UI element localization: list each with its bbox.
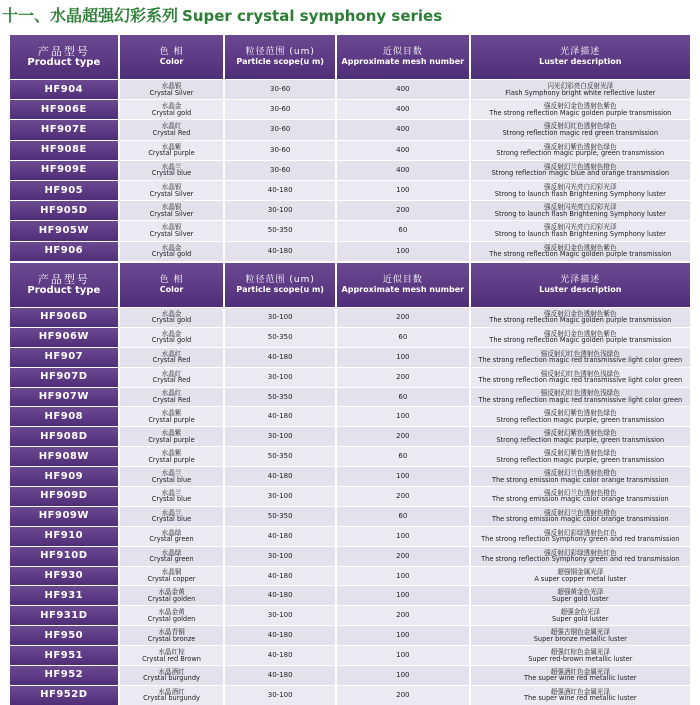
product-type-cell: HF910D — [10, 547, 118, 566]
color-cell: 水晶银 Crystal Silver — [120, 181, 224, 200]
product-type-cell: HF952 — [10, 666, 118, 685]
color-cell: 水晶酒红 Crystal burgundy — [120, 666, 224, 685]
color-cell: 水晶兰 Crystal blue — [120, 507, 224, 526]
product-type-cell: HF930 — [10, 567, 118, 586]
table-row — [10, 547, 690, 566]
table-row — [10, 507, 690, 526]
luster-cell: 强反射幻金色透射色紫色 The strong reflection Magic golden purple transmission — [471, 242, 690, 261]
table-row — [10, 161, 690, 180]
particle-scope-cell: 40-180 — [225, 407, 335, 426]
luster-cell: 闪光幻彩亮白反射光泽 Flash Symphony bright white reflective luster — [471, 80, 690, 99]
product-type-cell: HF952D — [10, 686, 118, 705]
table-row — [10, 586, 690, 605]
luster-cell: 超强古铜色金属光泽 Super bronze metallic luster — [471, 626, 690, 645]
luster-cell: 强反射幻红色透射色浅绿色 The strong reflection magic red transmissive light color green — [471, 388, 690, 407]
table-row — [10, 666, 690, 685]
table-row — [10, 80, 690, 99]
product-type-cell: HF906D — [10, 308, 118, 327]
color-cell: 水晶红 Crystal Red — [120, 348, 224, 367]
header-product-type: 产品型号 Product type — [10, 35, 118, 79]
color-cell: 水晶兰 Crystal blue — [120, 467, 224, 486]
luster-cell: 强反射幻紫色透射色绿色 Strong reflection magic purple, green transmission — [471, 447, 690, 466]
product-table-1 — [10, 35, 690, 261]
mesh-cell: 100 — [337, 666, 469, 685]
luster-cell: 强反射幻金色透射色紫色 The strong reflection Magic golden purple transmission — [471, 308, 690, 327]
mesh-cell: 200 — [337, 547, 469, 566]
color-cell: 水晶银 Crystal Silver — [120, 80, 224, 99]
particle-scope-cell: 50-350 — [225, 507, 335, 526]
color-cell: 水晶金 Crystal gold — [120, 308, 224, 327]
particle-scope-cell: 30-60 — [225, 80, 335, 99]
color-cell: 水晶红 Crystal Red — [120, 120, 224, 139]
particle-scope-cell: 40-180 — [225, 242, 335, 261]
header-luster: 光泽描述 Luster description — [471, 35, 690, 79]
table-row — [10, 201, 690, 220]
mesh-cell: 400 — [337, 100, 469, 119]
product-type-cell: HF906W — [10, 328, 118, 347]
particle-scope-cell: 40-180 — [225, 527, 335, 546]
color-cell: 水晶兰 Crystal blue — [120, 161, 224, 180]
luster-cell: 强反射幻红色透射色浅绿色 The strong reflection magic red transmissive light color green — [471, 348, 690, 367]
color-cell: 水晶金黄 Crystal golden — [120, 606, 224, 625]
particle-scope-cell: 40-180 — [225, 348, 335, 367]
mesh-cell: 100 — [337, 407, 469, 426]
color-cell: 水晶绿 Crystal green — [120, 547, 224, 566]
table-body — [10, 80, 690, 261]
particle-scope-cell: 50-350 — [225, 221, 335, 240]
particle-scope-cell: 50-350 — [225, 447, 335, 466]
product-type-cell: HF907E — [10, 120, 118, 139]
mesh-cell: 100 — [337, 567, 469, 586]
color-cell: 水晶酒红 Crystal burgundy — [120, 686, 224, 705]
header-particle-scope: 粒径范围 (um) Particle scope(u m) — [225, 263, 335, 307]
luster-cell: 强反射幻兰色透射色橙色 The strong emission magic color orange transmission — [471, 487, 690, 506]
mesh-cell: 100 — [337, 181, 469, 200]
product-type-cell: HF907W — [10, 388, 118, 407]
particle-scope-cell: 40-180 — [225, 626, 335, 645]
mesh-cell: 400 — [337, 161, 469, 180]
luster-cell: 超强酒红色金属光泽 The super wine red metallic luster — [471, 666, 690, 685]
particle-scope-cell: 50-350 — [225, 328, 335, 347]
table-row — [10, 388, 690, 407]
title-en: Super crystal symphony series — [182, 7, 443, 25]
luster-cell: 强反射幻彩绿透射色红色 The strong reflection Symphony green and red transmission — [471, 547, 690, 566]
particle-scope-cell: 30-100 — [225, 201, 335, 220]
luster-cell: 超强酒红色金属光泽 The super wine red metallic luster — [471, 686, 690, 705]
table-row — [10, 447, 690, 466]
luster-cell: 超强黄金色光泽 Super gold luster — [471, 586, 690, 605]
product-type-cell: HF907 — [10, 348, 118, 367]
product-type-cell: HF905 — [10, 181, 118, 200]
product-type-cell: HF931 — [10, 586, 118, 605]
product-type-cell: HF951 — [10, 646, 118, 665]
table-row — [10, 646, 690, 665]
product-type-cell: HF931D — [10, 606, 118, 625]
particle-scope-cell: 30-100 — [225, 547, 335, 566]
particle-scope-cell: 30-100 — [225, 308, 335, 327]
mesh-cell: 400 — [337, 141, 469, 160]
luster-cell: 超强红棕色金属光泽 Super red-brown metallic luster — [471, 646, 690, 665]
title-zh: 十一、水晶超强幻彩系列 — [2, 6, 179, 25]
product-type-cell: HF908D — [10, 427, 118, 446]
luster-cell: 强反射闪光亮白幻彩光泽 Strong to launch flash Brightening Symphony luster — [471, 201, 690, 220]
color-cell: 水晶青铜 Crystal bronze — [120, 626, 224, 645]
product-type-cell: HF904 — [10, 80, 118, 99]
product-type-cell: HF908 — [10, 407, 118, 426]
particle-scope-cell: 40-180 — [225, 181, 335, 200]
mesh-cell: 100 — [337, 527, 469, 546]
color-cell: 水晶铜 Crystal copper — [120, 567, 224, 586]
color-cell: 水晶紫 Crystal purple — [120, 407, 224, 426]
table-row — [10, 242, 690, 261]
table-row — [10, 368, 690, 387]
particle-scope-cell: 30-60 — [225, 161, 335, 180]
mesh-cell: 100 — [337, 242, 469, 261]
particle-scope-cell: 30-100 — [225, 487, 335, 506]
color-cell: 水晶紫 Crystal purple — [120, 427, 224, 446]
table-row — [10, 527, 690, 546]
mesh-cell: 100 — [337, 586, 469, 605]
color-cell: 水晶银 Crystal Silver — [120, 221, 224, 240]
particle-scope-cell: 30-100 — [225, 368, 335, 387]
page-title — [2, 3, 442, 25]
product-type-cell: HF910 — [10, 527, 118, 546]
table-row — [10, 120, 690, 139]
table-body — [10, 308, 690, 705]
luster-cell: 超强金色光泽 Super gold luster — [471, 606, 690, 625]
mesh-cell: 200 — [337, 201, 469, 220]
table-row — [10, 407, 690, 426]
luster-cell: 强反射闪光亮白幻彩光泽 Strong to launch flash Brightening Symphony luster — [471, 221, 690, 240]
luster-cell: 强反射幻兰色透射色橙色 The strong emission magic color orange transmission — [471, 507, 690, 526]
color-cell: 水晶金 Crystal gold — [120, 100, 224, 119]
mesh-cell: 200 — [337, 686, 469, 705]
particle-scope-cell: 40-180 — [225, 586, 335, 605]
particle-scope-cell: 40-180 — [225, 467, 335, 486]
color-cell: 水晶紫 Crystal purple — [120, 447, 224, 466]
header-color: 色 相 Color — [120, 263, 224, 307]
mesh-cell: 60 — [337, 388, 469, 407]
table-row — [10, 626, 690, 645]
mesh-cell: 400 — [337, 80, 469, 99]
product-type-cell: HF905D — [10, 201, 118, 220]
table-row — [10, 427, 690, 446]
particle-scope-cell: 30-60 — [225, 141, 335, 160]
particle-scope-cell: 30-100 — [225, 606, 335, 625]
table-row — [10, 141, 690, 160]
product-type-cell: HF906E — [10, 100, 118, 119]
color-cell: 水晶绿 Crystal green — [120, 527, 224, 546]
table-row — [10, 567, 690, 586]
table-row — [10, 221, 690, 240]
product-type-cell: HF905W — [10, 221, 118, 240]
mesh-cell: 200 — [337, 308, 469, 327]
luster-cell: 超强铜金属光泽 A super copper metal luster — [471, 567, 690, 586]
luster-cell: 强反射幻紫色透射色绿色 Strong reflection magic purple, green transmission — [471, 141, 690, 160]
product-type-cell: HF909E — [10, 161, 118, 180]
mesh-cell: 60 — [337, 507, 469, 526]
mesh-cell: 400 — [337, 120, 469, 139]
table-header — [10, 263, 690, 307]
particle-scope-cell: 30-60 — [225, 100, 335, 119]
header-color: 色 相 Color — [120, 35, 224, 79]
product-type-cell: HF909D — [10, 487, 118, 506]
mesh-cell: 100 — [337, 467, 469, 486]
luster-cell: 强反射闪光亮白幻彩光泽 Strong to launch flash Brightening Symphony luster — [471, 181, 690, 200]
color-cell: 水晶金 Crystal gold — [120, 328, 224, 347]
table-row — [10, 181, 690, 200]
table-row — [10, 487, 690, 506]
mesh-cell: 200 — [337, 487, 469, 506]
product-type-cell: HF907D — [10, 368, 118, 387]
mesh-cell: 60 — [337, 447, 469, 466]
product-type-cell: HF950 — [10, 626, 118, 645]
particle-scope-cell: 50-350 — [225, 388, 335, 407]
header-mesh: 近似目数 Approximate mesh number — [337, 263, 469, 307]
table-row — [10, 328, 690, 347]
mesh-cell: 100 — [337, 348, 469, 367]
color-cell: 水晶兰 Crystal blue — [120, 487, 224, 506]
particle-scope-cell: 30-100 — [225, 427, 335, 446]
product-type-cell: HF906 — [10, 242, 118, 261]
luster-cell: 强反射幻彩绿透射色红色 The strong reflection Symphony green and red transmission — [471, 527, 690, 546]
mesh-cell: 100 — [337, 646, 469, 665]
color-cell: 水晶红 Crystal Red — [120, 388, 224, 407]
mesh-cell: 200 — [337, 606, 469, 625]
header-particle-scope: 粒径范围 (um) Particle scope(u m) — [225, 35, 335, 79]
luster-cell: 强反射幻红色透射色绿色 Strong reflection magic red green transmission — [471, 120, 690, 139]
table-row — [10, 100, 690, 119]
mesh-cell: 60 — [337, 221, 469, 240]
color-cell: 水晶红 Crystal Red — [120, 368, 224, 387]
color-cell: 水晶红棕 Crystal red Brown — [120, 646, 224, 665]
header-luster: 光泽描述 Luster description — [471, 263, 690, 307]
luster-cell: 强反射幻兰色透射色橙色 The strong emission magic color orange transmission — [471, 467, 690, 486]
mesh-cell: 100 — [337, 626, 469, 645]
color-cell: 水晶银 Crystal Silver — [120, 201, 224, 220]
mesh-cell: 200 — [337, 427, 469, 446]
table-row — [10, 308, 690, 327]
product-type-cell: HF909 — [10, 467, 118, 486]
mesh-cell: 200 — [337, 368, 469, 387]
header-mesh: 近似目数 Approximate mesh number — [337, 35, 469, 79]
particle-scope-cell: 40-180 — [225, 567, 335, 586]
table-row — [10, 606, 690, 625]
luster-cell: 强反射幻金色透射色紫色 The strong reflection Magic golden purple transmission — [471, 328, 690, 347]
luster-cell: 强反射幻金色透射色紫色 The strong reflection Magic golden purple transmission — [471, 100, 690, 119]
luster-cell: 强反射幻紫色透射色绿色 Strong reflection magic purple, green transmission — [471, 427, 690, 446]
product-type-cell: HF908E — [10, 141, 118, 160]
mesh-cell: 60 — [337, 328, 469, 347]
color-cell: 水晶紫 Crystal purple — [120, 141, 224, 160]
table-header — [10, 35, 690, 79]
header-product-type: 产品型号 Product type — [10, 263, 118, 307]
product-type-cell: HF908W — [10, 447, 118, 466]
product-type-cell: HF909W — [10, 507, 118, 526]
luster-cell: 强反射幻兰色透射色橙色 Strong reflection magic blue and orange transmission — [471, 161, 690, 180]
luster-cell: 强反射幻紫色透射色绿色 Strong reflection magic purple, green transmission — [471, 407, 690, 426]
particle-scope-cell: 30-60 — [225, 120, 335, 139]
particle-scope-cell: 30-100 — [225, 686, 335, 705]
color-cell: 水晶金 Crystal gold — [120, 242, 224, 261]
particle-scope-cell: 40-180 — [225, 666, 335, 685]
color-cell: 水晶金黄 Crystal golden — [120, 586, 224, 605]
product-table-2 — [10, 263, 690, 705]
table-row — [10, 467, 690, 486]
particle-scope-cell: 40-180 — [225, 646, 335, 665]
luster-cell: 强反射幻红色透射色浅绿色 The strong reflection magic red transmissive light color green — [471, 368, 690, 387]
table-row — [10, 348, 690, 367]
table-row — [10, 686, 690, 705]
